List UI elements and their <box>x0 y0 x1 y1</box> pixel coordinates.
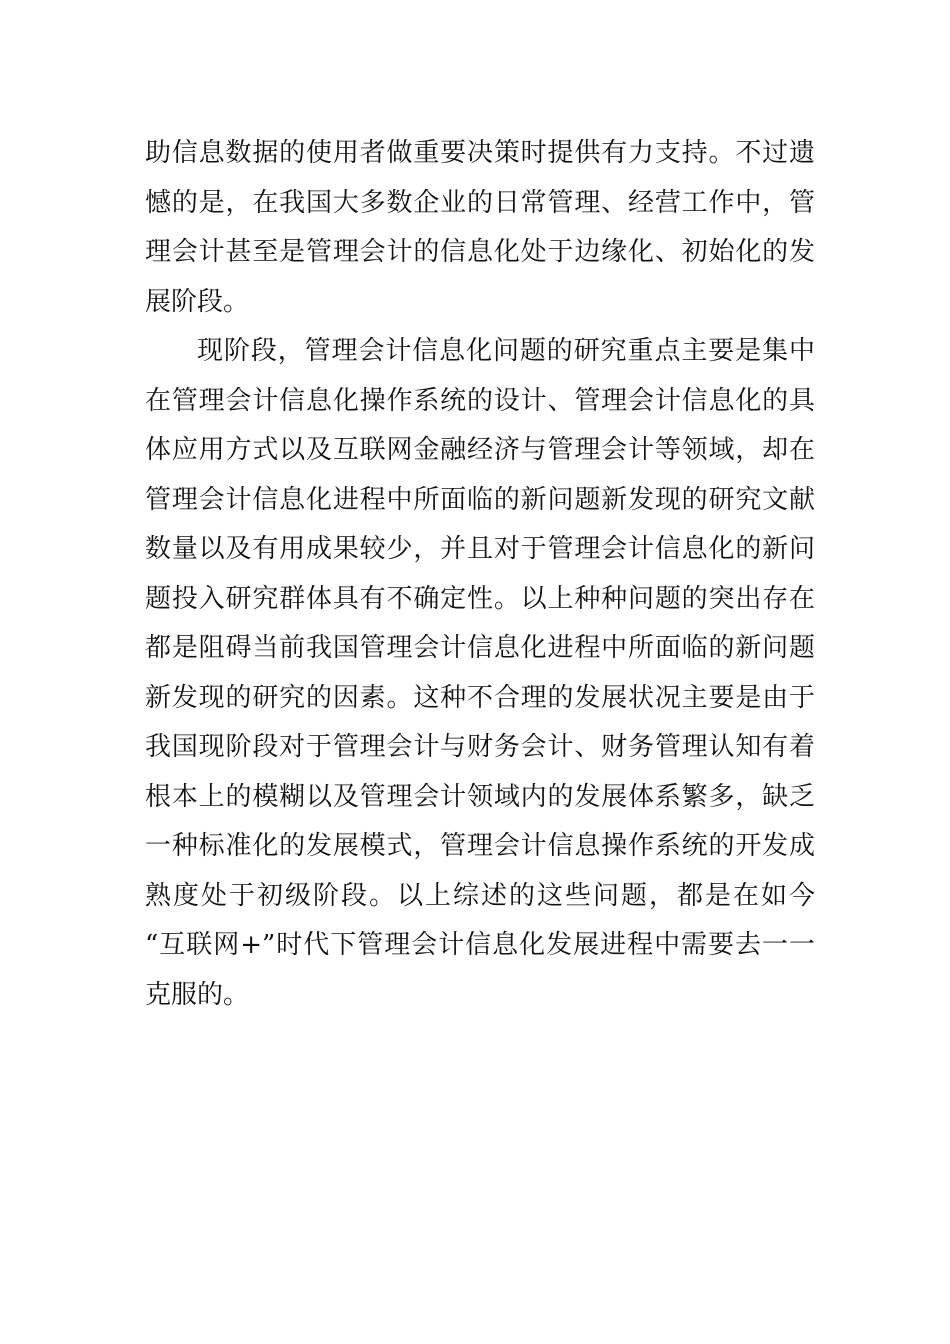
body-text <box>145 129 815 1020</box>
text-line: 现阶段，管理会计信息化问题的研究重点主要是集中 <box>197 336 815 366</box>
text-line: 理会计甚至是管理会计的信息化处于边缘化、初始化的发 <box>145 237 815 267</box>
text-line: 题投入研究群体具有不确定性。以上种种问题的突出存在 <box>145 583 815 614</box>
text-line: 展阶段。 <box>145 286 250 317</box>
text-line: 体应用方式以及互联网金融经济与管理会计等领域，却在 <box>145 435 815 465</box>
paragraph-1 <box>145 129 815 327</box>
text-line: 在管理会计信息化操作系统的设计、管理会计信息化的具 <box>145 385 815 416</box>
text-line: 新发现的研究的因素。这种不合理的发展状况主要是由于 <box>145 682 815 713</box>
text-line: 助信息数据的使用者做重要决策时提供有力支持。不过遗 <box>145 138 815 168</box>
text-line: 憾的是，在我国大多数企业的日常管理、经营工作中，管 <box>145 187 815 218</box>
text-line: 熟度处于初级阶段。以上综述的这些问题，都是在如今 <box>145 880 815 911</box>
text-line: 一种标准化的发展模式，管理会计信息操作系统的开发成 <box>145 831 815 861</box>
text-line: 管理会计信息化进程中所面临的新问题新发现的研究文献 <box>145 484 815 515</box>
text-line: 克服的。 <box>145 979 250 1010</box>
paragraph-2 <box>145 327 815 1020</box>
text-line: 我国现阶段对于管理会计与财务会计、财务管理认知有着 <box>145 732 815 762</box>
text-line: 数量以及有用成果较少，并且对于管理会计信息化的新问 <box>145 534 815 564</box>
text-line: “互联网+”时代下管理会计信息化发展进程中需要去一一 <box>145 930 815 960</box>
text-line: 根本上的模糊以及管理会计领域内的发展体系繁多，缺乏 <box>145 781 815 812</box>
text-line: 都是阻碍当前我国管理会计信息化进程中所面临的新问题 <box>145 633 815 663</box>
